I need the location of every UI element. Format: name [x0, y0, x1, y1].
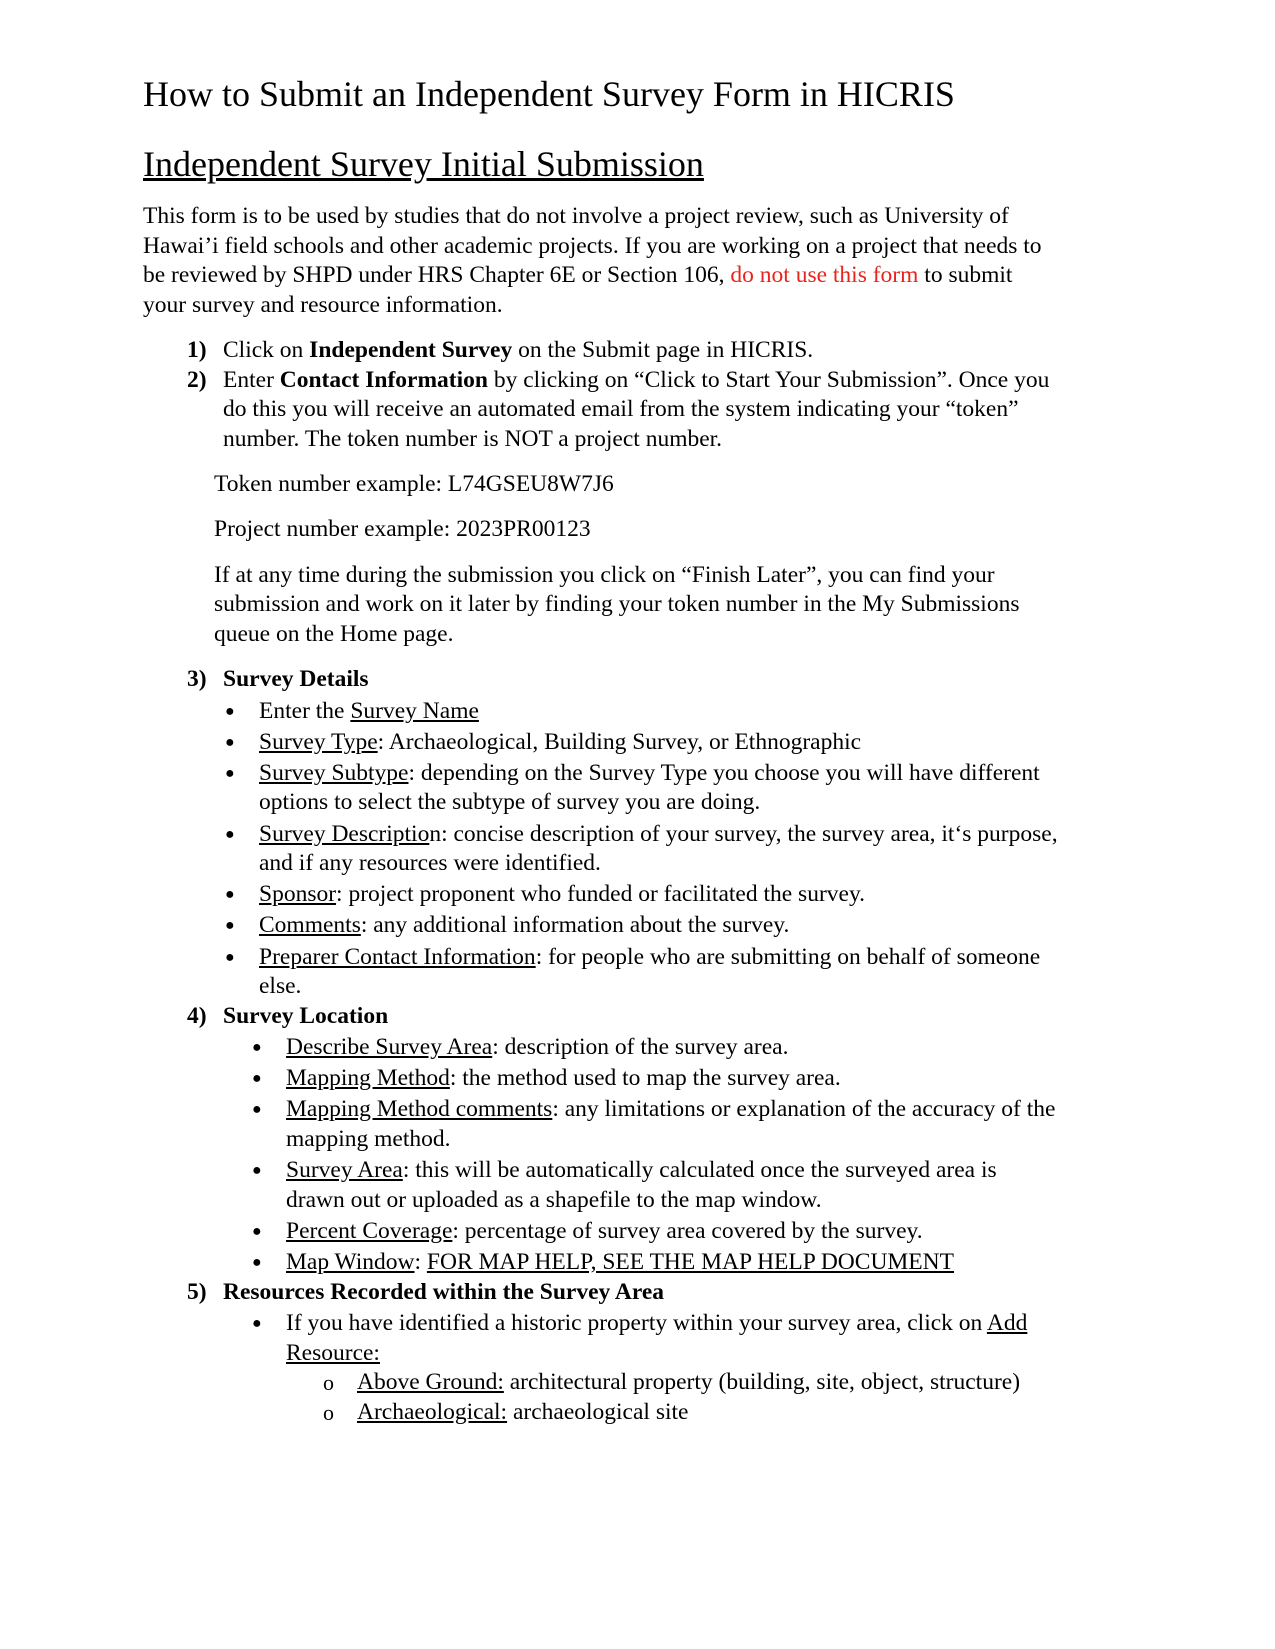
bullet-icon: ● — [225, 886, 235, 903]
bullet-icon: ● — [225, 734, 235, 751]
archaeological-item: Archaeological: archaeological site — [357, 1399, 689, 1425]
bullet-icon: ● — [252, 1101, 262, 1118]
step-2-text: Enter Contact Information by clicking on “Click to Start Your Submission”. Once you — [223, 367, 1050, 393]
survey-subtype-item-cont: options to select the subtype of survey you are doing. — [259, 789, 761, 815]
survey-area-item-cont: drawn out or uploaded as a shapefile to the map window. — [286, 1187, 822, 1213]
intro-line-3: be reviewed by SHPD under HRS Chapter 6E or Section 106, do not use this form to submit — [143, 262, 1013, 288]
bullet-icon: ● — [225, 826, 235, 843]
mapping-method-item: Mapping Method: the method used to map the survey area. — [286, 1065, 841, 1091]
bullet-icon: ● — [252, 1070, 262, 1087]
map-help-link[interactable]: FOR MAP HELP, SEE THE MAP HELP DOCUMENT — [426, 1249, 954, 1275]
step-number: 3) — [187, 666, 207, 692]
document-title: How to Submit an Independent Survey Form in HICRIS — [143, 74, 955, 114]
survey-subtype-item: Survey Subtype: depending on the Survey Type you choose you will have different — [259, 760, 1040, 786]
mapping-method-comments-item: Mapping Method comments: any limitations or explanation of the accuracy of the — [286, 1096, 1056, 1122]
step-number: 2) — [187, 367, 207, 393]
finish-later-line-1: If at any time during the submission you click on “Finish Later”, you can find your — [214, 562, 995, 588]
bullet-icon: ● — [225, 765, 235, 782]
survey-area-item: Survey Area: this will be automatically calculated once the surveyed area is — [286, 1157, 997, 1183]
preparer-contact-item-cont: else. — [259, 973, 302, 999]
step-4-heading: Survey Location — [223, 1003, 389, 1029]
mapping-method-comments-item-cont: mapping method. — [286, 1126, 451, 1152]
sponsor-item: Sponsor: project proponent who funded or facilitated the survey. — [259, 881, 866, 907]
bullet-icon: ● — [225, 703, 235, 720]
intro-line-2: Hawai’i field schools and other academic projects. If you are working on a project that needs to — [143, 233, 1042, 259]
step-2-line-3: number. The token number is NOT a project number. — [223, 426, 723, 452]
step-1-text: Click on Independent Survey on the Submit page in HICRIS. — [223, 337, 814, 363]
intro-line-1: This form is to be used by studies that do not involve a project review, such as University of — [143, 203, 1009, 229]
bullet-icon: ● — [252, 1162, 262, 1179]
intro-line-4: your survey and resource information. — [143, 292, 503, 318]
step-number: 1) — [187, 337, 207, 363]
above-ground-item: Above Ground: architectural property (building, site, object, structure) — [357, 1369, 1021, 1395]
add-resource-item: If you have identified a historic property within your survey area, click on Add — [286, 1310, 1028, 1336]
survey-description-item: Survey Description: concise description of your survey, the survey area, it‘s purpose, — [259, 821, 1058, 847]
bullet-icon: ● — [252, 1315, 262, 1332]
bullet-icon: ● — [252, 1254, 262, 1271]
describe-survey-area-item: Describe Survey Area: description of the survey area. — [286, 1034, 789, 1060]
bullet-icon: ● — [225, 949, 235, 966]
step-3-heading: Survey Details — [223, 666, 369, 692]
bullet-icon: ● — [252, 1223, 262, 1240]
token-example: Token number example: L74GSEU8W7J6 — [214, 471, 614, 497]
step-number: 5) — [187, 1279, 207, 1305]
circle-bullet-icon: o — [323, 1400, 334, 1425]
comments-item: Comments: any additional information about the survey. — [259, 912, 790, 938]
step-2-line-2: do this you will receive an automated email from the system indicating your “token” — [223, 396, 1019, 422]
bullet-icon: ● — [225, 917, 235, 934]
map-window-item: Map Window: FOR MAP HELP, SEE THE MAP HELP DOCUMENT — [286, 1249, 954, 1275]
step-number: 4) — [187, 1003, 207, 1029]
circle-bullet-icon: o — [323, 1370, 334, 1395]
finish-later-line-3: queue on the Home page. — [214, 621, 454, 647]
survey-name-item: Enter the Survey Name — [259, 698, 479, 724]
step-5-heading: Resources Recorded within the Survey Area — [223, 1279, 665, 1305]
bullet-icon: ● — [252, 1039, 262, 1056]
warning-text: do not use this form — [730, 262, 919, 288]
project-example: Project number example: 2023PR00123 — [214, 516, 591, 542]
preparer-contact-item: Preparer Contact Information: for people who are submitting on behalf of someone — [259, 944, 1041, 970]
percent-coverage-item: Percent Coverage: percentage of survey area covered by the survey. — [286, 1218, 923, 1244]
survey-type-item: Survey Type: Archaeological, Building Survey, or Ethnographic — [259, 729, 862, 755]
add-resource-item-cont: Resource: — [286, 1340, 380, 1366]
section-heading: Independent Survey Initial Submission — [143, 144, 704, 184]
survey-description-item-cont: and if any resources were identified. — [259, 850, 601, 876]
finish-later-line-2: submission and work on it later by finding your token number in the My Submissions — [214, 591, 1020, 617]
